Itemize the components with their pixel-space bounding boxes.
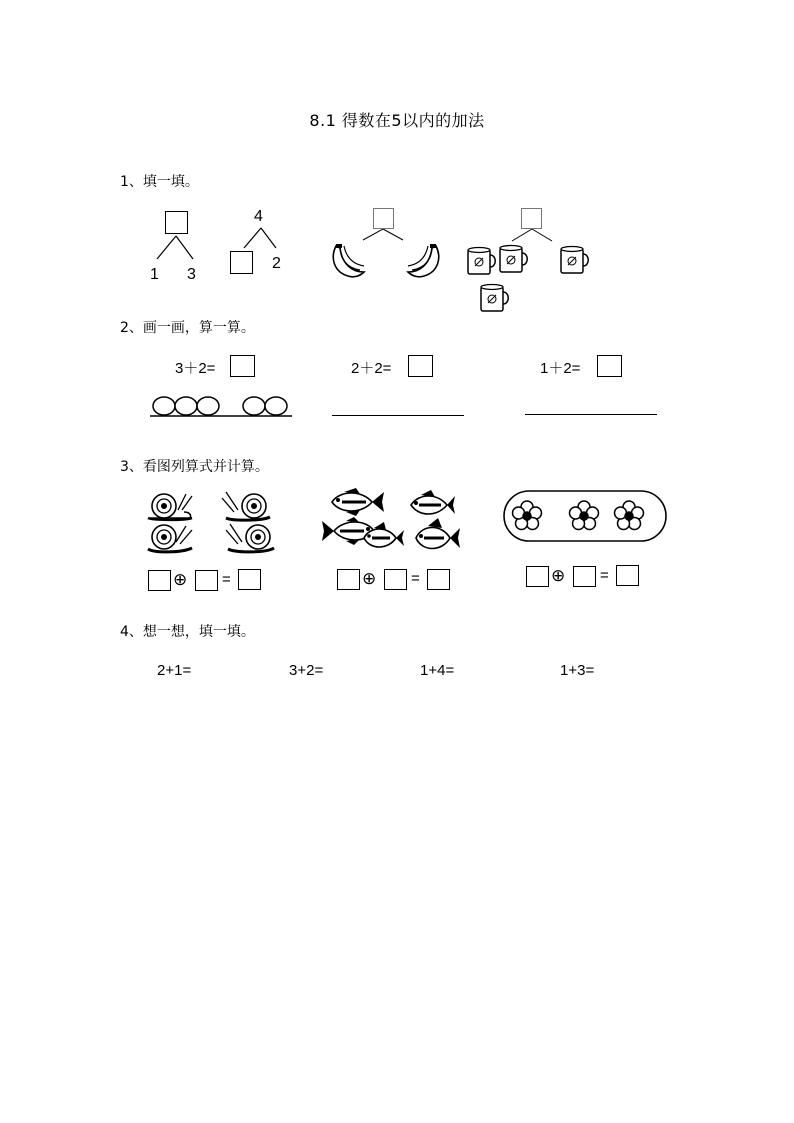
answer-box[interactable]	[148, 570, 171, 591]
fish-icon	[360, 520, 404, 552]
drawing-line[interactable]	[525, 414, 657, 415]
tree-right-number: 2	[272, 255, 281, 272]
section-2-heading: 2、画一画，算一算。	[120, 320, 255, 336]
plus-sign: ⊕	[551, 566, 566, 585]
equation-3: 1＋2=	[540, 360, 581, 377]
flower-icon	[567, 499, 601, 533]
answer-box[interactable]	[597, 355, 622, 377]
mug-icon	[559, 245, 591, 275]
answer-box[interactable]	[337, 569, 360, 590]
banana-icon	[402, 242, 442, 280]
tree-left-number: 1	[150, 266, 159, 283]
answer-box[interactable]	[384, 569, 407, 590]
flower-icon	[612, 499, 646, 533]
snail-icon	[146, 522, 196, 554]
section-1-heading: 1、填一填。	[120, 174, 199, 190]
snail-icon	[218, 488, 272, 522]
equation-1: 3＋2=	[175, 360, 216, 377]
page-title: 8.1 得数在5以内的加法	[309, 111, 485, 130]
fill-equation: 3+2=	[289, 662, 324, 679]
equals-sign: =	[600, 567, 609, 584]
tree-right-number: 3	[187, 266, 196, 283]
answer-box[interactable]	[373, 208, 394, 229]
answer-box[interactable]	[616, 565, 639, 586]
answer-box[interactable]	[230, 355, 255, 377]
section-4-heading: 4、想一想，填一填。	[120, 624, 255, 640]
circles-drawing	[150, 394, 295, 420]
fill-equation: 1+3=	[560, 662, 595, 679]
section-3-heading: 3、看图列算式并计算。	[120, 459, 269, 475]
drawing-line[interactable]	[332, 415, 464, 416]
answer-box[interactable]	[195, 570, 218, 591]
mug-icon	[466, 246, 498, 276]
fish-icon	[326, 488, 386, 516]
answer-box[interactable]	[526, 566, 549, 587]
answer-box[interactable]	[573, 566, 596, 587]
snail-icon	[146, 490, 196, 522]
fish-icon	[412, 516, 462, 556]
answer-box[interactable]	[521, 208, 542, 229]
answer-box[interactable]	[427, 569, 450, 590]
answer-box[interactable]	[408, 355, 433, 377]
fill-equation: 2+1=	[157, 662, 192, 679]
snail-icon	[222, 520, 276, 554]
equals-sign: =	[222, 571, 231, 588]
tree-top-number: 4	[254, 208, 263, 225]
equals-sign: =	[411, 570, 420, 587]
mug-icon	[479, 283, 511, 313]
answer-box[interactable]	[238, 569, 261, 590]
fill-equation: 1+4=	[420, 662, 455, 679]
answer-box[interactable]	[230, 251, 253, 274]
flower-icon	[510, 499, 544, 533]
equation-2: 2＋2=	[351, 360, 392, 377]
plus-sign: ⊕	[173, 570, 188, 589]
plus-sign: ⊕	[362, 569, 377, 588]
banana-icon	[330, 242, 370, 280]
mug-icon	[498, 244, 530, 274]
